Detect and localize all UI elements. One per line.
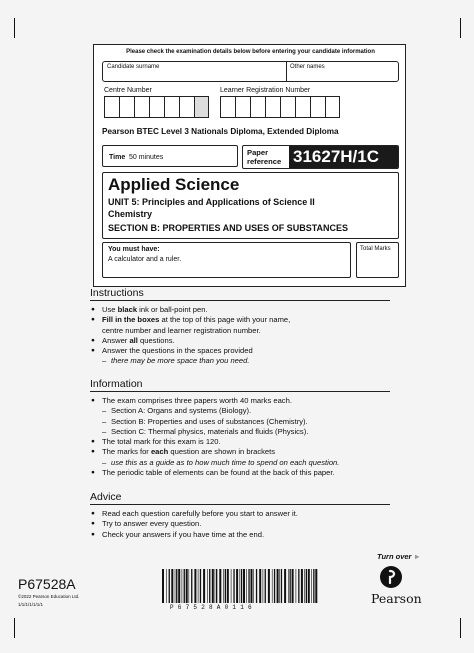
time-value: 50 minutes xyxy=(129,154,164,161)
list-item: – Section B: Properties and uses of substances (Chemistry). xyxy=(91,417,339,427)
pearson-logo-icon xyxy=(380,566,402,588)
qualification-title: Pearson BTEC Level 3 Nationals Diploma, Extended Diploma xyxy=(102,127,339,136)
paper-label: Paper xyxy=(247,148,269,157)
time-label: Time xyxy=(109,154,126,161)
crop-mark-bottom-left xyxy=(14,618,15,638)
crop-mark-top-left xyxy=(14,18,15,38)
field-divider xyxy=(286,62,287,81)
unit-title: UNIT 5: Principles and Applications of Science II xyxy=(108,197,315,207)
centre-number-cells[interactable] xyxy=(104,96,209,118)
list-item: centre number and learner registration number. xyxy=(102,325,261,335)
candidate-surname-label: Candidate surname xyxy=(107,64,160,70)
must-have-text: A calculator and a ruler. xyxy=(108,256,182,263)
learner-registration-label: Learner Registration Number xyxy=(220,87,311,94)
list-item: – Section C: Thermal physics, materials and fluids (Physics). xyxy=(91,427,339,437)
list-item: ● The total mark for this exam is 120. xyxy=(91,437,339,447)
list-item: ● Check your answers if you have time at the end. xyxy=(91,530,298,540)
instructions-list xyxy=(91,305,290,367)
barcode xyxy=(160,569,320,603)
learner-registration-cells[interactable] xyxy=(220,96,340,118)
total-marks-box[interactable] xyxy=(356,242,399,278)
must-have-label: You must have: xyxy=(108,246,160,253)
list-item: – there may be more space than you need. xyxy=(91,356,290,366)
list-item: ● Try to answer every question. xyxy=(91,519,298,529)
copyright: ©2022 Pearson Education Ltd. xyxy=(18,594,80,599)
centre-number-label: Centre Number xyxy=(104,87,152,94)
reference-label: reference xyxy=(247,157,282,166)
list-item: ● The marks for each question are shown in brackets xyxy=(91,447,339,457)
arrow-right-icon: ► xyxy=(413,552,421,561)
instructions-divider xyxy=(90,300,390,301)
crop-mark-top-right xyxy=(460,18,461,38)
list-item: ● The periodic table of elements can be found at the back of this paper. xyxy=(91,468,339,478)
information-divider xyxy=(90,391,390,392)
information-list xyxy=(91,396,339,478)
advice-divider xyxy=(90,504,390,505)
list-item: ● Answer the questions in the spaces provided xyxy=(91,346,290,356)
information-heading: Information xyxy=(90,378,143,390)
list-item: ● Answer all questions. xyxy=(91,336,290,346)
candidate-details-box xyxy=(93,44,406,287)
unit-subtitle: Chemistry xyxy=(108,209,153,219)
advice-heading: Advice xyxy=(90,491,122,503)
check-details-instruction: Please check the examination details below before entering your candidate information xyxy=(126,49,375,55)
list-item: – use this as a guide as to how much time to spend on each question. xyxy=(91,458,339,468)
list-item: ● Read each question carefully before you start to answer it. xyxy=(91,509,298,519)
subject-title: Applied Science xyxy=(108,175,240,194)
advice-list xyxy=(91,509,298,540)
list-item: ● Use black ink or ball-point pen. xyxy=(91,305,290,315)
other-names-label: Other names xyxy=(290,64,325,70)
time-box xyxy=(102,145,238,167)
total-marks-label: Total Marks xyxy=(360,246,391,252)
instructions-heading: Instructions xyxy=(90,287,144,299)
list-item: ● The exam comprises three papers worth 40 marks each. xyxy=(91,396,339,406)
print-code: 1/1/1/1/1/1/1 xyxy=(18,602,44,607)
subject-box xyxy=(102,172,399,239)
must-have-box xyxy=(102,242,351,278)
pearson-brand: Pearson xyxy=(371,591,422,606)
candidate-name-field[interactable] xyxy=(102,61,399,82)
paper-reference-code: 31627H/1C xyxy=(289,146,399,168)
paper-reference-box xyxy=(242,145,399,169)
turn-over-label: Turn over ► xyxy=(377,552,421,561)
paper-code: P67528A xyxy=(18,576,76,592)
section-title: SECTION B: PROPERTIES AND USES OF SUBSTANCES xyxy=(108,223,349,233)
crop-mark-bottom-right xyxy=(460,618,461,638)
list-item: – Section A: Organs and systems (Biology). xyxy=(91,406,339,416)
barcode-digits: P 6 7 5 2 8 A 0 1 1 6 xyxy=(170,604,252,611)
list-item: ● Fill in the boxes at the top of this page with your name, xyxy=(91,315,290,325)
